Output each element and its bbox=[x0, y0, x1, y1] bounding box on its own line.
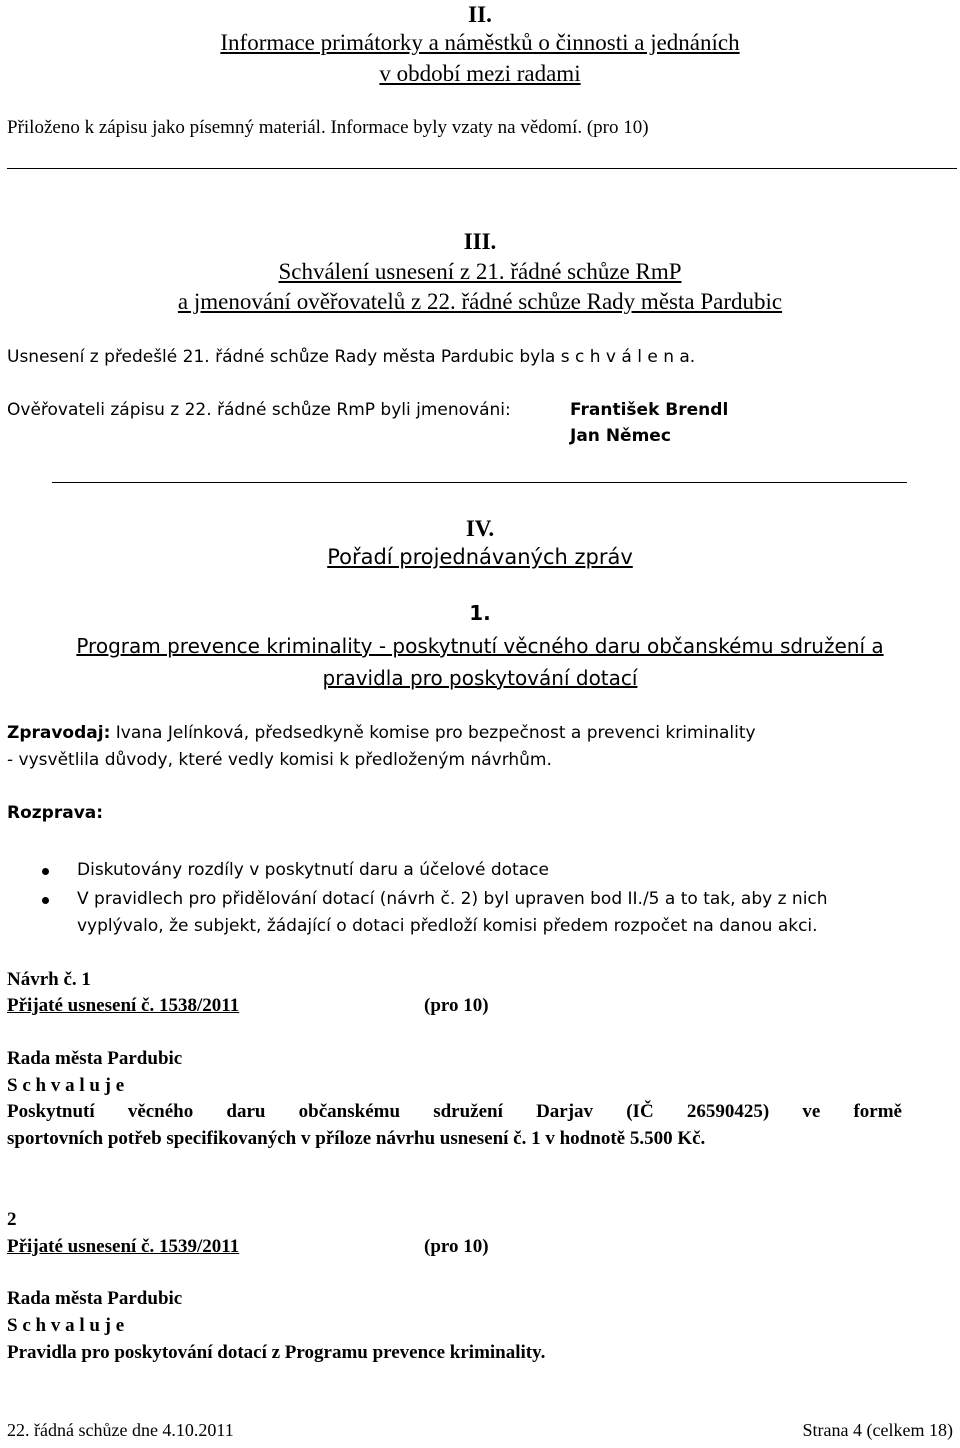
item1-title-line2: pravidla pro poskytování dotací bbox=[322, 666, 638, 690]
section3-verifiers-label: Ověřovateli zápisu z 22. řádné schůze RmP byli jmenováni: bbox=[7, 400, 511, 420]
proposal2-label: 2 bbox=[7, 1209, 17, 1230]
section3-title-line2: a jmenování ověřovatelů z 22. řádné schůze Rady města Pardubic bbox=[177, 289, 783, 314]
reporter-label: Zpravodaj: bbox=[7, 723, 111, 743]
section2-text: Přiloženo k zápisu jako písemný materiál. Informace byly vzaty na vědomí. (pro 10) bbox=[7, 117, 649, 138]
section2-title-line1: Informace primátorky a náměstků o činnosti a jednáních bbox=[220, 30, 740, 55]
verifier-2: Jan Němec bbox=[570, 426, 671, 446]
verifier-1: František Brendl bbox=[570, 400, 729, 420]
section3-approved-text: Usnesení z předešlé 21. řádné schůze Rady města Pardubic byla s c h v á l e n a. bbox=[7, 347, 696, 367]
footer-left: 22. řádná schůze dne 4.10.2011 bbox=[7, 1420, 234, 1440]
reporter-text-2: - vysvětlila důvody, které vedly komisi k předloženým návrhům. bbox=[7, 750, 552, 770]
discussion-bullet-1: Diskutovány rozdíly v poskytnutí daru a účelové dotace bbox=[77, 860, 549, 880]
proposal2-vote: (pro 10) bbox=[424, 1236, 489, 1257]
proposal1-body: Rada města Pardubic bbox=[7, 1048, 183, 1069]
divider bbox=[52, 482, 907, 483]
bullet-dot bbox=[42, 868, 49, 875]
footer-right: Strana 4 (celkem 18) bbox=[802, 1420, 953, 1440]
proposal2-body: Rada města Pardubic bbox=[7, 1288, 183, 1309]
proposal1-text-line1: Poskytnutí věcného daru občanskému sdružení Darjav (IČ 26590425) ve formě bbox=[7, 1101, 902, 1122]
proposal2-verb: S c h v a l u j e bbox=[7, 1315, 125, 1336]
section3-number: III. bbox=[463, 229, 497, 254]
proposal1-text-line2: sportovních potřeb specifikovaných v příloze návrhu usnesení č. 1 v hodnotě 5.500 Kč. bbox=[7, 1128, 706, 1149]
section3-title-line1: Schválení usnesení z 21. řádné schůze RmP bbox=[278, 259, 682, 284]
reporter-text: Ivana Jelínková, předsedkyně komise pro bezpečnost a prevenci kriminality bbox=[110, 723, 756, 743]
proposal2-resolution: Přijaté usnesení č. 1539/2011 bbox=[7, 1236, 240, 1257]
bullet-dot bbox=[42, 897, 49, 904]
section4-number: IV. bbox=[465, 516, 495, 541]
divider bbox=[7, 168, 957, 169]
reporter-line bbox=[7, 723, 756, 743]
proposal1-verb: S c h v a l u j e bbox=[7, 1075, 125, 1096]
discussion-label: Rozprava: bbox=[7, 803, 104, 823]
discussion-bullet-2: V pravidlech pro přidělování dotací (návrh č. 2) byl upraven bod II./5 a to tak, aby z nich bbox=[77, 889, 828, 909]
proposal1-resolution: Přijaté usnesení č. 1538/2011 bbox=[7, 995, 240, 1016]
section2-title-line2: v období mezi radami bbox=[379, 61, 581, 86]
item1-title-line1: Program prevence kriminality - poskytnutí věcného daru občanskému sdružení a bbox=[76, 634, 884, 658]
section2-number: II. bbox=[468, 2, 492, 27]
proposal1-vote: (pro 10) bbox=[424, 995, 489, 1016]
item1-number: 1. bbox=[469, 601, 491, 625]
section4-title: Pořadí projednávaných zpráv bbox=[327, 545, 633, 569]
proposal1-label: Návrh č. 1 bbox=[7, 969, 91, 990]
discussion-bullet-2-cont: vyplývalo, že subjekt, žádající o dotaci předloží komisi předem rozpočet na danou akci. bbox=[77, 916, 818, 936]
proposal2-text-line1: Pravidla pro poskytování dotací z Programu prevence kriminality. bbox=[7, 1342, 546, 1363]
